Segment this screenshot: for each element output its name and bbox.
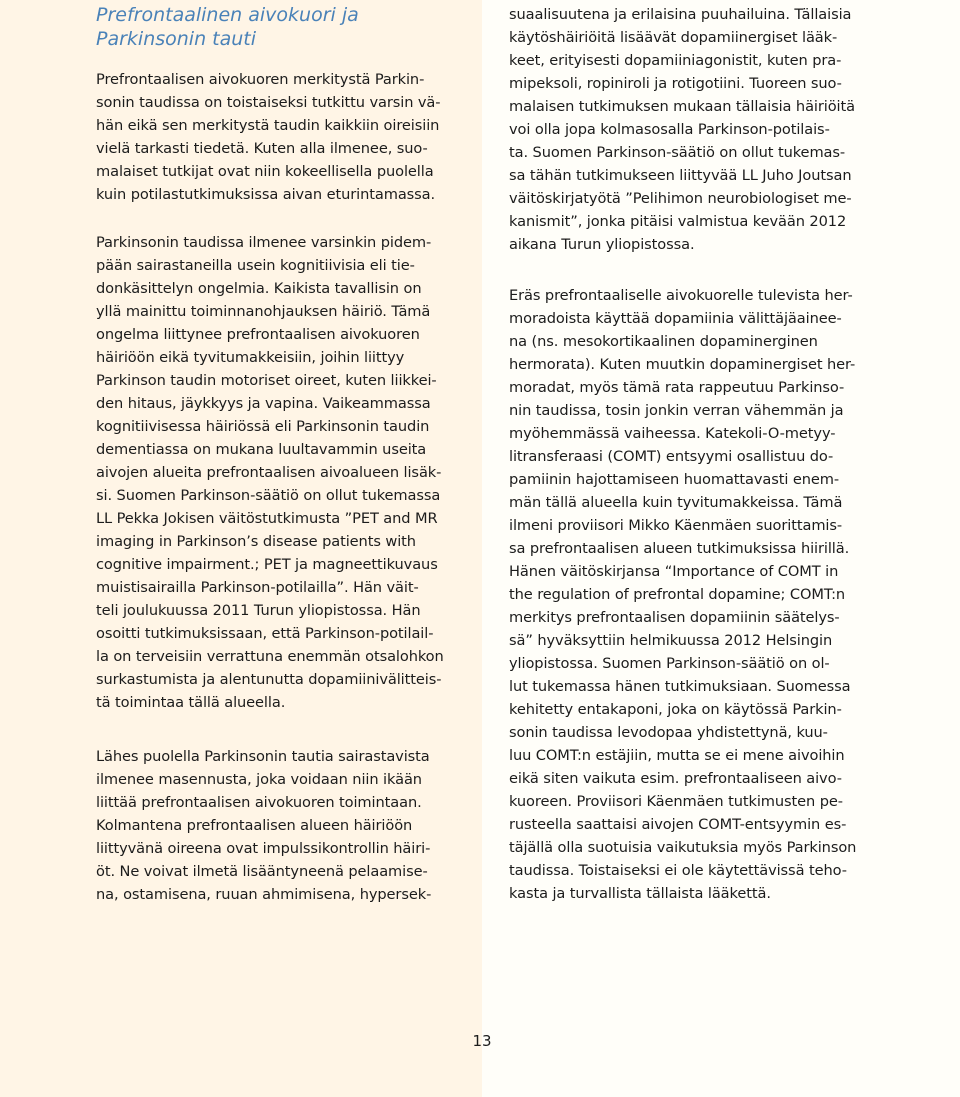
text-line: lut tukemassa hänen tutkimuksiaan. Suomessa	[509, 678, 851, 695]
text-line: Parkinson taudin motoriset oireet, kuten liikkei-	[96, 372, 437, 389]
text-line: sa tähän tutkimukseen liittyvää LL Juho Joutsan	[509, 167, 852, 184]
text-line: liittää prefrontaalisen aivokuoren toimintaan.	[96, 794, 422, 811]
left-paragraph-intro	[96, 68, 440, 206]
text-line: mipeksoli, ropiniroli ja rotigotiini. Tuoreen suo-	[509, 75, 842, 92]
text-line: vielä tarkasti tiedetä. Kuten alla ilmenee, suo-	[96, 140, 428, 157]
text-line: luu COMT:n estäjiin, mutta se ei mene aivoihin	[509, 747, 845, 764]
text-line: liittyvänä oireena ovat impulssikontrollin häiri-	[96, 840, 431, 857]
left-paragraph-cognitive	[96, 231, 444, 714]
text-line: osoitti tutkimuksissaan, että Parkinson-potilail-	[96, 625, 434, 642]
text-line: aivojen alueita prefrontaalisen aivoalueen lisäk-	[96, 464, 442, 481]
text-line: myöhemmässä vaiheessa. Katekoli-O-metyy-	[509, 425, 836, 442]
text-line: hän eikä sen merkitystä taudin kaikkiin oireisiin	[96, 117, 440, 134]
text-line: sa prefrontaalisen alueen tutkimuksissa hiirillä.	[509, 540, 850, 557]
right-paragraph-comt	[509, 284, 856, 905]
text-line: kasta ja turvallista tällaista lääkettä.	[509, 885, 771, 902]
text-line: Parkinsonin taudissa ilmenee varsinkin pidem-	[96, 234, 432, 251]
text-line: män tällä alueella kuin tyvitumakkeissa. Tämä	[509, 494, 843, 511]
text-line: suaalisuutena ja erilaisina puuhailuina. Tällaisia	[509, 6, 852, 23]
text-line: voi olla jopa kolmasosalla Parkinson-potilais-	[509, 121, 830, 138]
text-line: ongelma liittynee prefrontaalisen aivokuoren	[96, 326, 420, 343]
text-line: malaisen tutkimuksen mukaan tällaisia häiriöitä	[509, 98, 855, 115]
text-line: the regulation of prefrontal dopamine; COMT:n	[509, 586, 846, 603]
text-line: sonin taudissa on toistaiseksi tutkittu varsin vä-	[96, 94, 441, 111]
text-line: tä toimintaa tällä alueella.	[96, 694, 286, 711]
text-line: Eräs prefrontaaliselle aivokuorelle tulevista her-	[509, 287, 853, 304]
text-line: sonin taudissa levodopaa yhdistettynä, kuu-	[509, 724, 828, 741]
text-line: nin taudissa, tosin jonkin verran vähemmän ja	[509, 402, 844, 419]
article-title	[96, 3, 359, 51]
text-line: väitöskirjatyötä ”Pelihimon neurobiologiset me-	[509, 190, 852, 207]
text-line: na, ostamisena, ruuan ahmimisena, hypersek-	[96, 886, 432, 903]
text-line: ta. Suomen Parkinson-säätiö on ollut tukemas-	[509, 144, 846, 161]
text-line: pamiinin hajottamiseen huomattavasti enem-	[509, 471, 840, 488]
text-line: rusteella saattaisi aivojen COMT-entsyymin es-	[509, 816, 847, 833]
text-line: pään sairastaneilla usein kognitiivisia eli tie-	[96, 257, 415, 274]
text-line: yliopistossa. Suomen Parkinson-säätiö on ol-	[509, 655, 830, 672]
text-line: Lähes puolella Parkinsonin tautia sairastavista	[96, 748, 430, 765]
text-line: litransferaasi (COMT) entsyymi osallistuu do-	[509, 448, 834, 465]
text-line: hermorata). Kuten muutkin dopaminergiset her-	[509, 356, 856, 373]
text-line: keet, erityisesti dopamiiniagonistit, kuten pra-	[509, 52, 842, 69]
text-line: ilmeni proviisori Mikko Käenmäen suorittamis-	[509, 517, 843, 534]
text-line: kuoreen. Proviisori Käenmäen tutkimusten pe-	[509, 793, 843, 810]
right-paragraph-behavior	[509, 3, 855, 256]
text-line: donkäsittelyn ongelmia. Kaikista tavallisin on	[96, 280, 422, 297]
text-line: surkastumista ja alentunutta dopamiinivälitteis-	[96, 671, 442, 688]
text-line: moradoista käyttää dopamiinia välittäjäainee-	[509, 310, 842, 327]
text-line: LL Pekka Jokisen väitöstutkimusta ”PET and MR	[96, 510, 438, 527]
text-line: na (ns. mesokortikaalinen dopaminerginen	[509, 333, 818, 350]
text-line: muistisairailla Parkinson-potilailla”. Hän väit-	[96, 579, 419, 596]
text-line: eikä siten vaikuta esim. prefrontaaliseen aivo-	[509, 770, 842, 787]
text-line: Hänen väitöskirjansa “Importance of COMT in	[509, 563, 839, 580]
text-line: moradat, myös tämä rata rappeutuu Parkinso-	[509, 379, 845, 396]
text-line: sä” hyväksyttiin helmikuussa 2012 Helsingin	[509, 632, 833, 649]
page-number: 13	[472, 1032, 492, 1050]
text-line: dementiassa on mukana luultavammin useita	[96, 441, 427, 458]
text-line: Prefrontaalisen aivokuoren merkitystä Parkin-	[96, 71, 425, 88]
text-line: kognitiivisessa häiriössä eli Parkinsonin taudin	[96, 418, 430, 435]
text-line: den hitaus, jäykkyys ja vapina. Vaikeammassa	[96, 395, 431, 412]
text-line: yllä mainittu toiminnanohjauksen häiriö. Tämä	[96, 303, 431, 320]
text-line: si. Suomen Parkinson-säätiö on ollut tukemassa	[96, 487, 441, 504]
text-line: täjällä olla suotuisia vaikutuksia myös Parkinson	[509, 839, 857, 856]
text-line: Kolmantena prefrontaalisen alueen häiriöön	[96, 817, 413, 834]
text-line: cognitive impairment.; PET ja magneettikuvaus	[96, 556, 438, 573]
text-line: ilmenee masennusta, joka voidaan niin ikään	[96, 771, 422, 788]
text-line: aikana Turun yliopistossa.	[509, 236, 695, 253]
left-paragraph-depression	[96, 745, 431, 906]
text-line: öt. Ne voivat ilmetä lisääntyneenä pelaamise-	[96, 863, 428, 880]
text-line: kanismit”, jonka pitäisi valmistua kevään 2012	[509, 213, 847, 230]
article-title-line: Prefrontaalinen aivokuori ja	[96, 4, 359, 26]
text-line: teli joulukuussa 2011 Turun yliopistossa. Hän	[96, 602, 421, 619]
text-line: la on terveisiin verrattuna enemmän otsalohkon	[96, 648, 444, 665]
text-line: kehitetty entakaponi, joka on käytössä Parkin-	[509, 701, 842, 718]
text-line: kuin potilastutkimuksissa aivan eturintamassa.	[96, 186, 436, 203]
text-line: imaging in Parkinson’s disease patients with	[96, 533, 416, 550]
text-line: taudissa. Toistaiseksi ei ole käytettävissä teho-	[509, 862, 847, 879]
article-title-line: Parkinsonin tauti	[96, 28, 257, 50]
text-line: häiriöön eikä tyvitumakkeisiin, joihin liittyy	[96, 349, 405, 366]
text-line: käytöshäiriöitä lisäävät dopamiinergiset lääk-	[509, 29, 838, 46]
text-line: merkitys prefrontaalisen dopamiinin säätelys-	[509, 609, 840, 626]
text-line: malaiset tutkijat ovat niin kokeellisella puolella	[96, 163, 434, 180]
